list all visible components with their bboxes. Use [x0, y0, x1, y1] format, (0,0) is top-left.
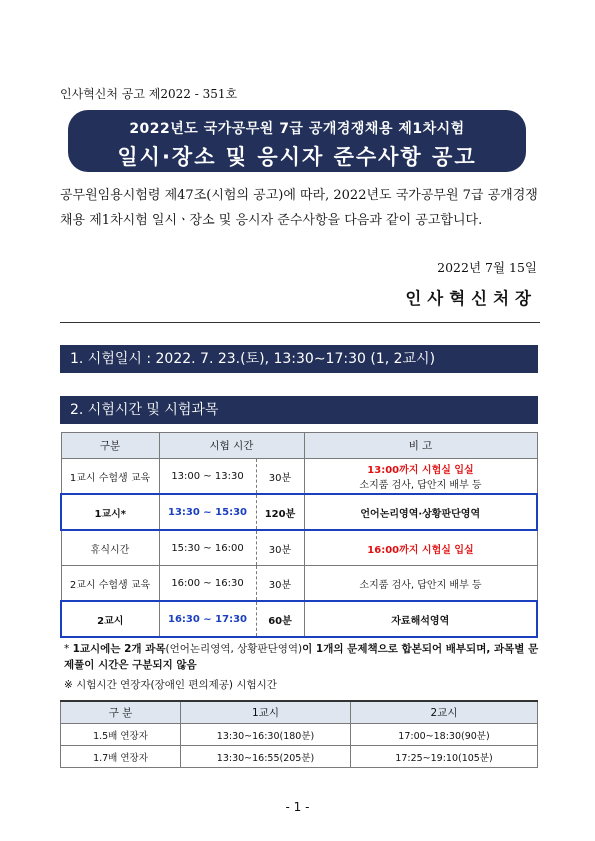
table-row [61, 601, 537, 637]
issuing-organization: 인사혁신처장 [405, 289, 537, 308]
extension-period-1: 13:30~16:55(205분) [181, 746, 351, 768]
col-header-category: 구 분 [61, 701, 181, 724]
page-number: - 1 - [285, 800, 310, 814]
table-row [61, 566, 537, 602]
schedule-table [60, 432, 538, 638]
row-duration: 30분 [256, 530, 304, 566]
row-time: 15:30 ~ 16:00 [159, 530, 256, 566]
title-line-1: 2022년도 국가공무원 7급 공개경쟁채용 제1차시험 [129, 121, 465, 137]
col-header-note: 비 고 [304, 433, 537, 459]
extension-header-row [61, 701, 538, 724]
footnote-bold-2: 이 1개의 문제책으로 합본되어 배부되며, 과목별 문제풀이 시간은 구분되지 않음 [64, 643, 539, 671]
row-name: 1교시* [61, 494, 159, 530]
table-row [61, 459, 537, 495]
extension-type: 1.7배 연장자 [61, 746, 181, 768]
extension-period-2: 17:00~18:30(90분) [351, 724, 538, 746]
row-note: 자료해석영역 [304, 601, 537, 637]
section-1-heading: 1. 시험일시 : 2022. 7. 23.(토), 13:30∼17:30 (1, 2교시) [60, 345, 538, 373]
extension-title: ※ 시험시간 연장자(장애인 편의제공) 시험시간 [64, 679, 277, 691]
extension-type: 1.5배 연장자 [61, 724, 181, 746]
row-duration: 120분 [256, 494, 304, 530]
section-2-heading: 2. 시험시간 및 시험과목 [60, 396, 538, 424]
col-header-period-1: 1교시 [181, 701, 351, 724]
intro-paragraph: 공무원임용시험령 제47조(시험의 공고)에 따라, 2022년도 국가공무원 7급 공개경쟁채용 제1차시험 일시ㆍ장소 및 응시자 준수사항을 다음과 같이 공고합니다. [60, 188, 538, 228]
table-row [61, 746, 538, 768]
table-row [61, 494, 537, 530]
row-time: 16:00 ~ 16:30 [159, 566, 256, 602]
row-duration: 60분 [256, 601, 304, 637]
row-duration: 30분 [256, 459, 304, 495]
extension-period-1: 13:30~16:30(180분) [181, 724, 351, 746]
row-name: 2교시 [61, 601, 159, 637]
notice-date: 2022년 7월 15일 [437, 260, 537, 275]
table-row [61, 530, 537, 566]
footnote-bullet: * [64, 643, 70, 655]
row-note: 소지품 검사, 답안지 배부 등 [304, 566, 537, 602]
row-time: 16:30 ~ 17:30 [159, 601, 256, 637]
row-note: 언어논리영역·상황판단영역 [304, 494, 537, 530]
row-note-red: 16:00까지 시험실 입실 [304, 530, 537, 566]
row-duration: 30분 [256, 566, 304, 602]
col-header-time: 시험 시간 [159, 433, 304, 459]
title-line-2: 일시·장소 및 응시자 준수사항 공고 [117, 145, 477, 169]
col-header-category: 구분 [61, 433, 159, 459]
schedule-header-row [61, 433, 537, 459]
footnote [64, 641, 542, 673]
extension-period-2: 17:25~19:10(105분) [351, 746, 538, 768]
divider [60, 322, 540, 323]
row-name: 2교시 수험생 교육 [61, 566, 159, 602]
row-note [304, 459, 537, 495]
row-note-text: 소지품 검사, 답안지 배부 등 [359, 480, 482, 491]
footnote-bold-1: 1교시에는 2개 과목 [72, 643, 166, 655]
footnote-normal: (언어논리영역, 상황판단영역) [165, 643, 303, 655]
row-name: 휴식시간 [61, 530, 159, 566]
extension-table [60, 700, 538, 768]
row-time: 13:30 ~ 15:30 [159, 494, 256, 530]
row-note-red: 13:00까지 시험실 입실 [367, 465, 474, 476]
row-time: 13:00 ~ 13:30 [159, 459, 256, 495]
notice-number: 인사혁신처 공고 제2022 - 351호 [60, 87, 238, 101]
col-header-period-2: 2교시 [351, 701, 538, 724]
row-name: 1교시 수험생 교육 [61, 459, 159, 495]
table-row [61, 724, 538, 746]
title-banner [68, 110, 526, 172]
